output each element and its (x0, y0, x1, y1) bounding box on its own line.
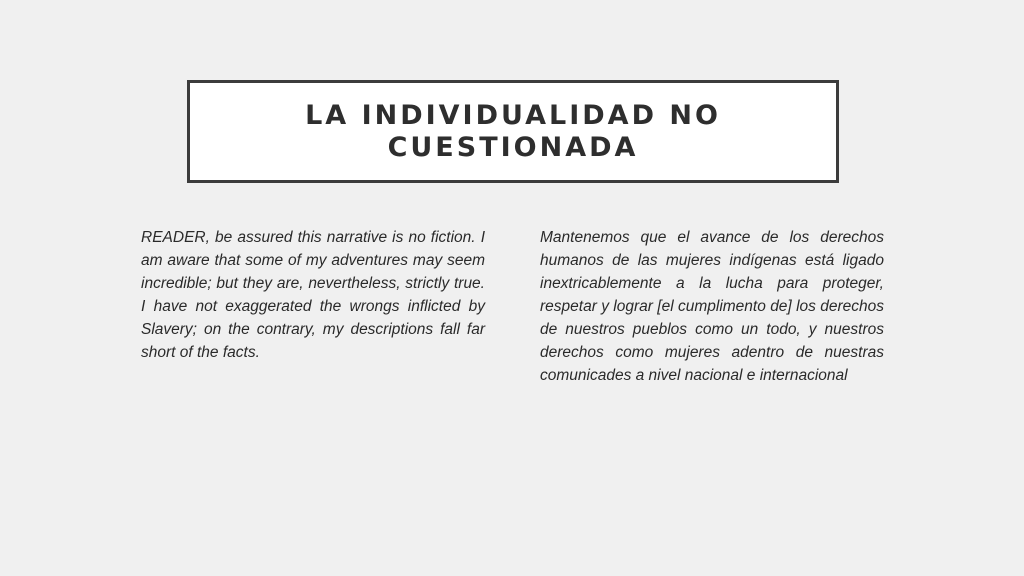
title-box (187, 80, 839, 183)
right-quote: Mantenemos que el avance de los derechos humanos de las mujeres indígenas está ligado inextricablemente a la lucha para proteger, respetar y lograr [el cumplimento de] los derechos de nuestros pueblos como un todo, y nuestros derechos como mujeres adentro de nuestras comunicades a nivel nacional e internacional (540, 229, 884, 384)
slide-title-line-1: LA INDIVIDUALIDAD NO (305, 99, 721, 131)
left-quote: READER, be assured this narrative is no fiction. I am aware that some of my adventures may seem incredible; but they are, nevertheless, strictly true. I have not exaggerated the wrongs inflicted by Slavery; on the contrary, my descriptions fall far short of the facts. (141, 229, 485, 361)
slide-title-line-2: CUESTIONADA (387, 131, 639, 163)
